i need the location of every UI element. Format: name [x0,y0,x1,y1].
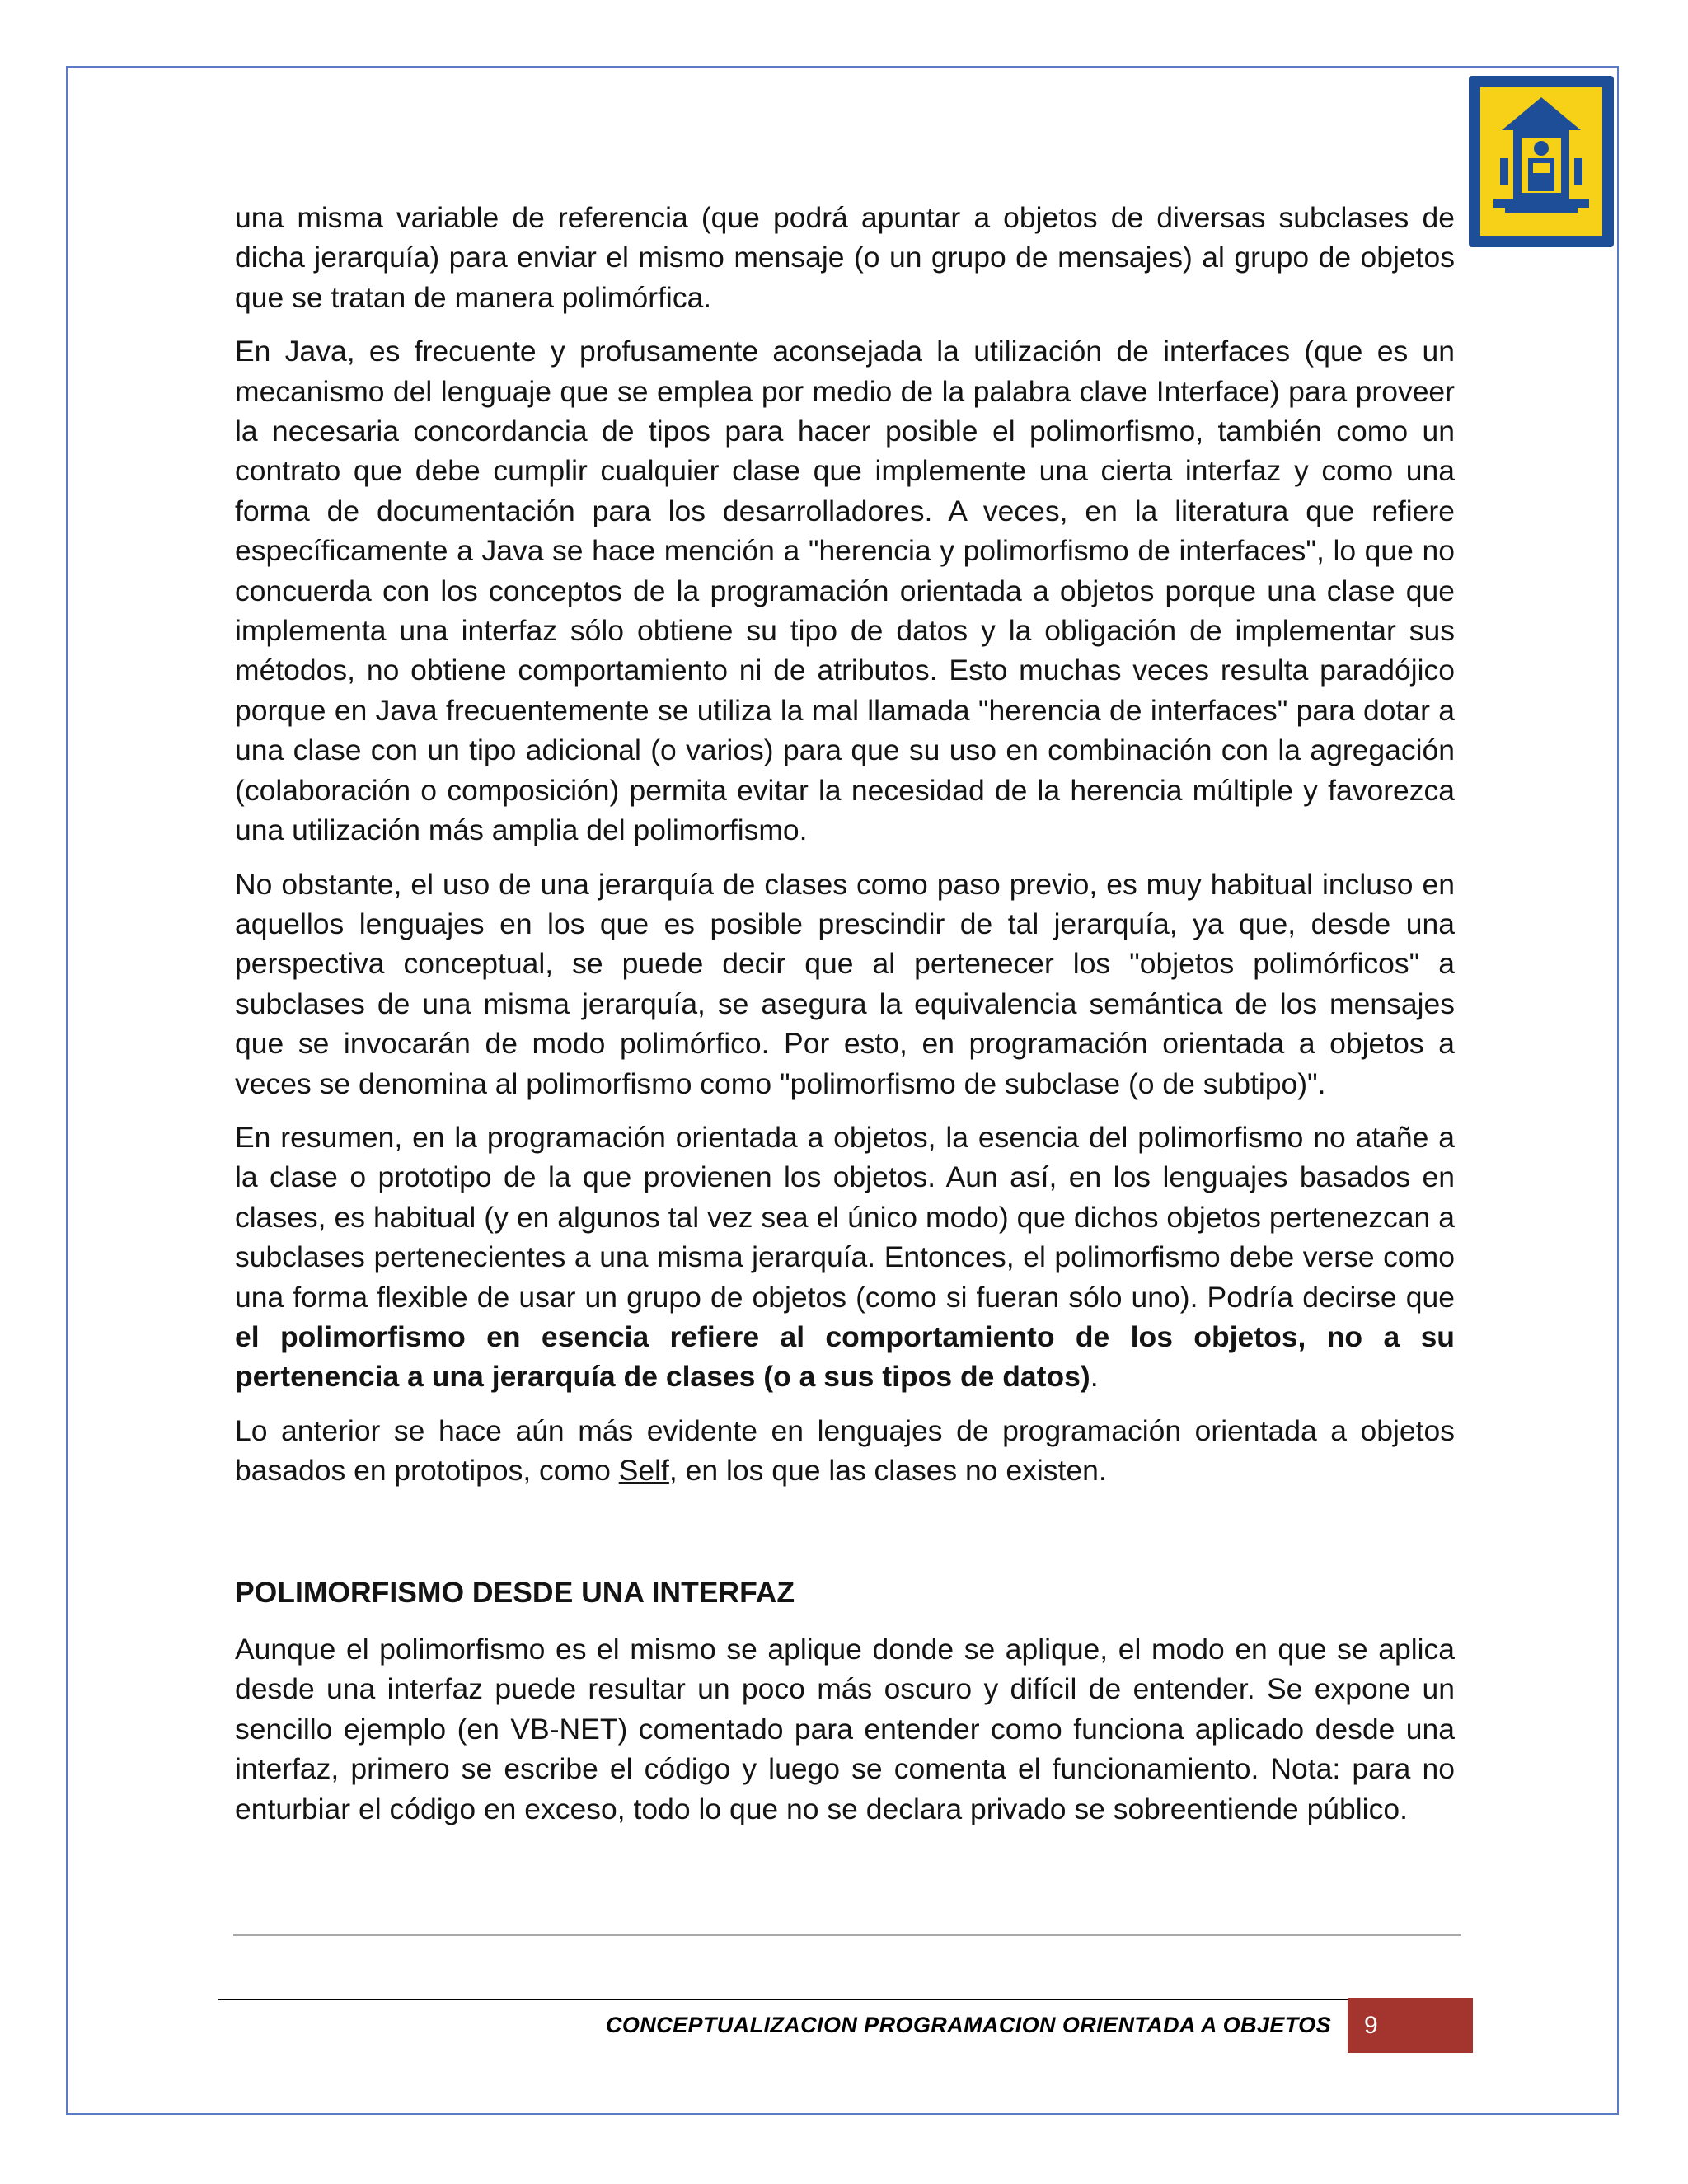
paragraph-5-text: Lo anterior se hace aún más evidente en lenguajes de programación orientada a objetos basados en prototipos, como [235,1413,1455,1488]
school-logo [1469,76,1614,247]
paragraph-4-end: . [1090,1360,1099,1394]
body-text [235,198,1455,1505]
page-number: 9 [1364,2011,1378,2039]
section-heading: POLIMORFISMO DESDE UNA INTERFAZ [235,1576,795,1609]
paragraph-4-emphasis: el polimorfismo en esencia refiere al comportamiento de los objetos, no a su pertenencia a una jerarquía de clases (o a sus tipos de datos) [235,1319,1455,1394]
paragraph-5-end: , en los que las clases no existen. [668,1454,1107,1488]
school-building-icon [1480,87,1602,236]
section-text [235,1629,1455,1843]
paragraph-4-text: En resumen, en la programación orientada a objetos, la esencia del polimorfismo no atañe a la clase o prototipo de la que provienen los objetos. Aun así, en los lenguajes basados en clases, es habitual (y en algunos tal vez sea el único modo) que dichos objetos pertenezcan a subclases pertenecientes a una misma jerarquía. Entonces, el polimorfismo debe verse como una forma flexible de usar un grupo de objetos (como si fueran sólo uno). Podría decirse que [235,1120,1455,1314]
self-link[interactable]: Self [618,1454,669,1488]
divider-line [233,1934,1461,1936]
section-paragraph-1: Aunque el polimorfismo es el mismo se aplique donde se aplique, el modo en que se aplica desde una interfaz puede resultar un poco más oscuro y difícil de entender. Se expone un sencillo ejemplo (en VB-NET) comentado para entender como funciona aplicado desde una interfaz, primero se escribe el código y luego se comenta el funcionamiento. Nota: para no enturbiar el código en exceso, todo lo que no se declara privado se sobreentiende público. [235,1633,1455,1825]
paragraph-5 [235,1411,1455,1491]
paragraph-1: una misma variable de referencia (que podrá apuntar a objetos de diversas subclases de dicha jerarquía) para enviar el mismo mensaje (o un grupo de mensajes) al grupo de objetos que se tratan de manera polimórfica. [235,201,1455,314]
paragraph-3: No obstante, el uso de una jerarquía de clases como paso previo, es muy habitual incluso en aquellos lenguajes en los que es posible prescindir de tal jerarquía, ya que, desde una perspectiva conceptual, se puede decir que al pertenecer los "objetos polimórficos" a subclases de una misma jerarquía, se asegura la equivalencia semántica de los mensajes que se invocarán de modo polimórfico. Por esto, en programación orientada a objetos a veces se denomina al polimorfismo como "polimorfismo de subclase (o de subtipo)". [235,867,1455,1100]
paragraph-2: En Java, es frecuente y profusamente aconsejada la utilización de interfaces (que es un mecanismo del lenguaje que se emplea por medio de la palabra clave Interface) para proveer la necesaria concordancia de tipos para hacer posible el polimorfismo, también como un contrato que debe cumplir cualquier clase que implemente una cierta interfaz y como una forma de documentación para los desarrolladores. A veces, en la literatura que refiere específicamente a Java se hace mención a "herencia y polimorfismo de interfaces", lo que no concuerda con los conceptos de la programación orientada a objetos porque una clase que implementa una interfaz sólo obtiene su tipo de datos y la obligación de implementar sus métodos, no obtiene comportamiento ni de atributos. Esto muchas veces resulta paradójico porque en Java frecuentemente se utiliza la mal llamada "herencia de interfaces" para dotar a una clase con un tipo adicional (o varios) para que su uso en combinación con la agregación (colaboración o composición) permita evitar la necesidad de la herencia múltiple y favorezca una utilización más amplia del polimorfismo. [235,335,1455,847]
page-number-badge [1348,1998,1473,2053]
paragraph-4 [235,1118,1455,1397]
footer-title: CONCEPTUALIZACION PROGRAMACION ORIENTADA A OBJETOS [605,2012,1331,2037]
